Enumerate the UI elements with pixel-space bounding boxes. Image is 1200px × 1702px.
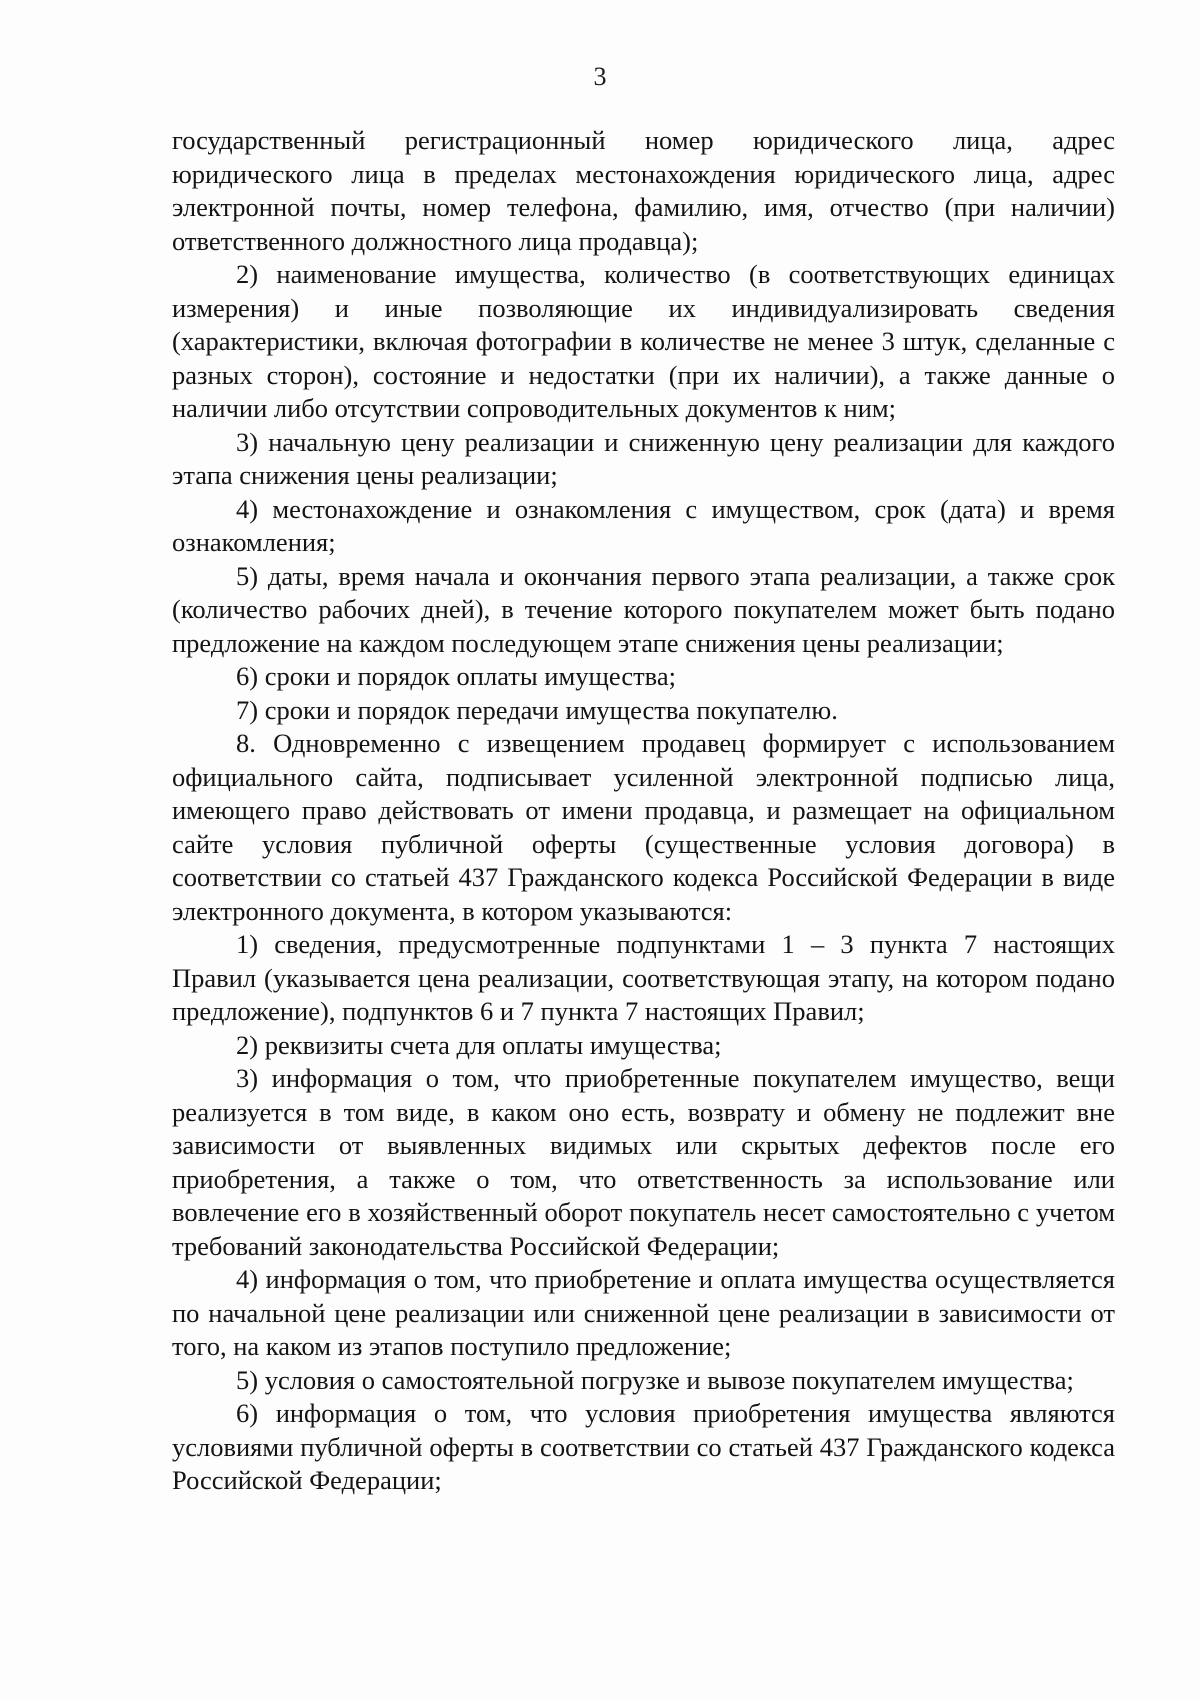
paragraph: 2) наименование имущества, количество (в соответствующих единицах измерения) и иные позволяющие их индивидуализировать сведения (характеристики, включая фотографии в количестве не менее 3 штук, сделанные с разных сторон), состояние и недостатки (при их наличии), а также данные о наличии либо отсутствии сопроводительных документов к ним; (172, 259, 1115, 423)
paragraph: 5) условия о самостоятельной погрузке и вывозе покупателем имущества; (236, 1364, 1074, 1395)
paragraph: 3) информация о том, что приобретенные покупателем имущество, вещи реализуется в том виде, в каком оно есть, возврату и обмену не подлежит вне зависимости от выявленных видимых или скрытых дефектов после его приобретения, а также о том, что ответственность за использование или вовлечение его в хозяйственный оборот покупатель несет самостоятельно с учетом требований законодательства Российской Федерации; (172, 1063, 1115, 1261)
paragraph: 2) реквизиты счета для оплаты имущества; (236, 1029, 722, 1060)
paragraph: 4) местонахождение и ознакомления с имуществом, срок (дата) и время ознакомления; (172, 493, 1115, 557)
paragraph: 1) сведения, предусмотренные подпунктами 1 – 3 пункта 7 настоящих Правил (указывается цена реализации, соответствующая этапу, на котором подано предложение), подпунктов 6 и 7 пункта 7 настоящих Правил; (172, 929, 1115, 1026)
paragraph: 6) сроки и порядок оплаты имущества; (236, 661, 676, 691)
paragraph: 3) начальную цену реализации и сниженную цену реализации для каждого этапа снижения цены реализации; (172, 426, 1115, 490)
paragraph: 5) даты, время начала и окончания первого этапа реализации, а также срок (количество рабочих дней), в течение которого покупателем может быть подано предложение на каждом последующем этапе снижения цены реализации; (172, 560, 1115, 658)
paragraph: 6) информация о том, что условия приобретения имущества являются условиями публичной оферты в соответствии со статьей 437 Гражданского кодекса Российской Федерации; (172, 1398, 1115, 1495)
paragraph: 8. Одновременно с извещением продавец формирует с использованием официального сайта, подписывает усиленной электронной подписью лица, имеющего право действовать от имени продавца, и размещает на официальном сайте условия публичной оферты (существенные условия договора) в соответствии со статьей 437 Гражданского кодекса Российской Федерации в виде электронного документа, в котором указываются: (172, 728, 1115, 926)
page-number: 3 (593, 62, 607, 91)
paragraph: государственный регистрационный номер юридического лица, адрес юридического лица в пределах местонахождения юридического лица, адрес электронной почты, номер телефона, фамилию, имя, отчество (при наличии) ответственного должностного лица продавца); (172, 125, 1115, 256)
document-body (172, 124, 1115, 1498)
paragraph: 4) информация о том, что приобретение и оплата имущества осуществляется по начальной цене реализации или сниженной цене реализации в зависимости от того, на каком из этапов поступило предложение; (172, 1264, 1115, 1361)
paragraph: 7) сроки и порядок передачи имущества покупателю. (236, 694, 838, 725)
